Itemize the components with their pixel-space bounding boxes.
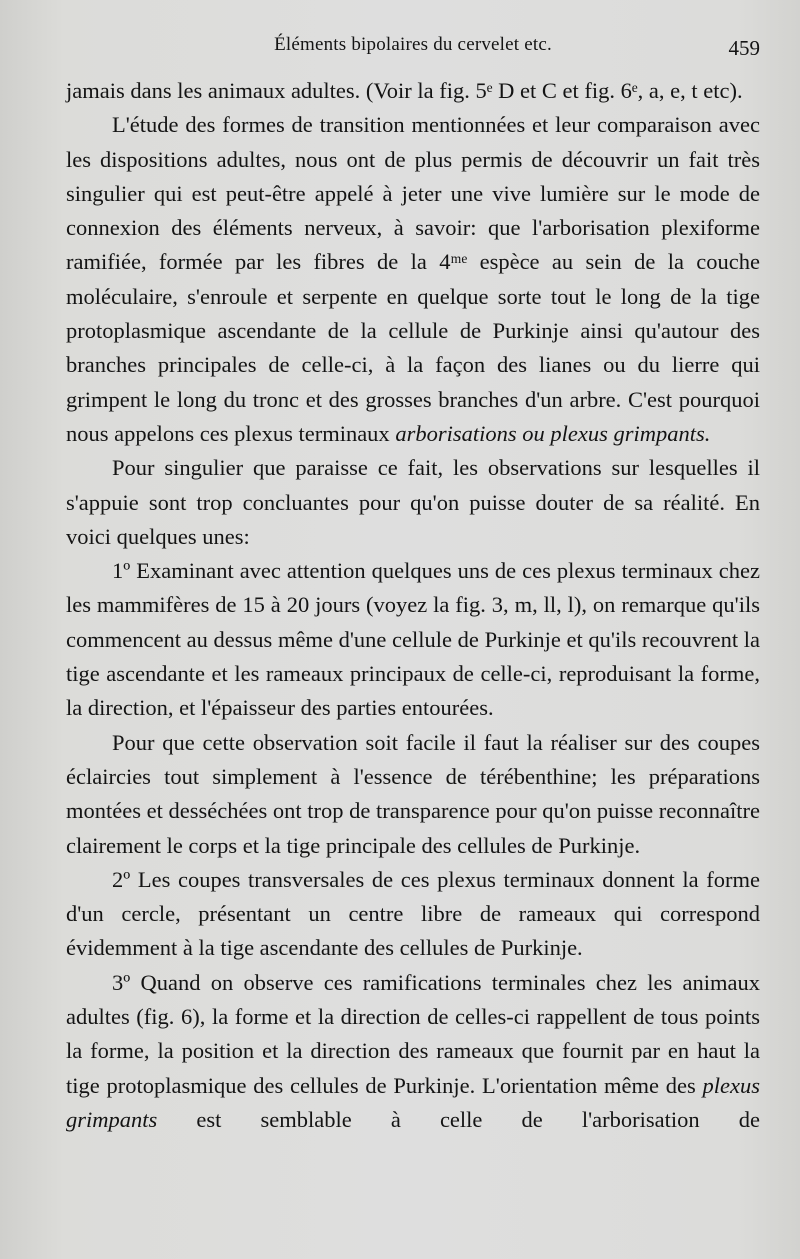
paragraph-transition-forms xyxy=(66,108,760,451)
paragraph-technique xyxy=(66,726,760,863)
italic-term: plexus grimpants xyxy=(66,1072,760,1132)
paragraph-point-2 xyxy=(66,863,760,966)
paragraph-text: Pour singulier que paraisse ce fait, les observations sur lesquelles il s'appuie sont trop concluantes pour qu'on puisse douter de sa réalité. En voici quelques unes: xyxy=(66,455,760,549)
paragraph-text: jamais dans les animaux adultes. (Voir la fig. 5ᵉ D et C et fig. 6ᵉ, a, e, t etc). xyxy=(66,78,743,103)
paragraph-text: Pour que cette observation soit facile il faut la réaliser sur des coupes éclaircies tout simplement à l'essence de térébenthine; les préparations montées et desséchées ont trop de transparence pour qu'on puisse reconnaître clairement le corps et la tige principale des cellules de Purkinje. xyxy=(66,729,760,858)
paragraph-text-tail: est semblable à celle de l'arborisation de xyxy=(196,1106,760,1132)
paragraph-text: L'étude des formes de transition mentionnées et leur comparaison avec les dispositions adultes, nous ont de plus permis de découvrir un fait très singulier qui est peut-être appelé à jeter une vive lumière sur le mode de connexion des éléments nerveux, à savoir: que l'arborisation plexiforme ramifiée, formée par les fibres de la 4ᵐᵉ espèce au sein de la couche moléculaire, s'enroule et serpente en quelque sorte tout le long de la tige protoplasmique ascendante de la cellule de Purkinje ainsi qu'autour des branches principales de celle-ci, à la façon des lianes ou du lierre qui grimpent le long du tronc et des grosses branches d'un arbre. C'est pourquoi nous appelons ces plexus terminaux xyxy=(66,112,760,446)
paragraph-point-3 xyxy=(66,966,760,1137)
paragraph-text: 3º Quand on observe ces ramifications terminales chez les animaux adultes (fig. 6), la forme et la direction de celles-ci rappellent de tous points la forme, la position et la direction des rameaux que fournit par en haut la tige protoplasmique des cellules de Purkinje. L'orientation même des xyxy=(66,969,760,1098)
paragraph-continuation xyxy=(66,74,760,108)
running-title: Éléments bipolaires du cervelet etc. xyxy=(274,34,552,55)
page-header xyxy=(66,26,760,66)
page-number: 459 xyxy=(728,36,760,60)
italic-term: arborisations ou plexus grimpants. xyxy=(395,420,711,446)
paragraph-text: 2º Les coupes transversales de ces plexus terminaux donnent la forme d'un cercle, présentant un centre libre de rameaux qui correspond évidemment à la tige ascendante des cellules de Purkinje. xyxy=(66,866,760,961)
paragraph-observations xyxy=(66,451,760,554)
paragraph-text: 1º Examinant avec attention quelques uns de ces plexus terminaux chez les mammifères de 15 à 20 jours (voyez la fig. 3, m, ll, l), on remarque qu'ils commencent au dessus même d'une cellule de Purkinje et qu'ils recouvrent la tige ascendante et les rameaux principaux de celle-ci, reproduisant la forme, la direction, et l'épaisseur des parties entourées. xyxy=(66,558,760,721)
paragraph-point-1 xyxy=(66,554,760,725)
body-text xyxy=(66,74,760,1137)
